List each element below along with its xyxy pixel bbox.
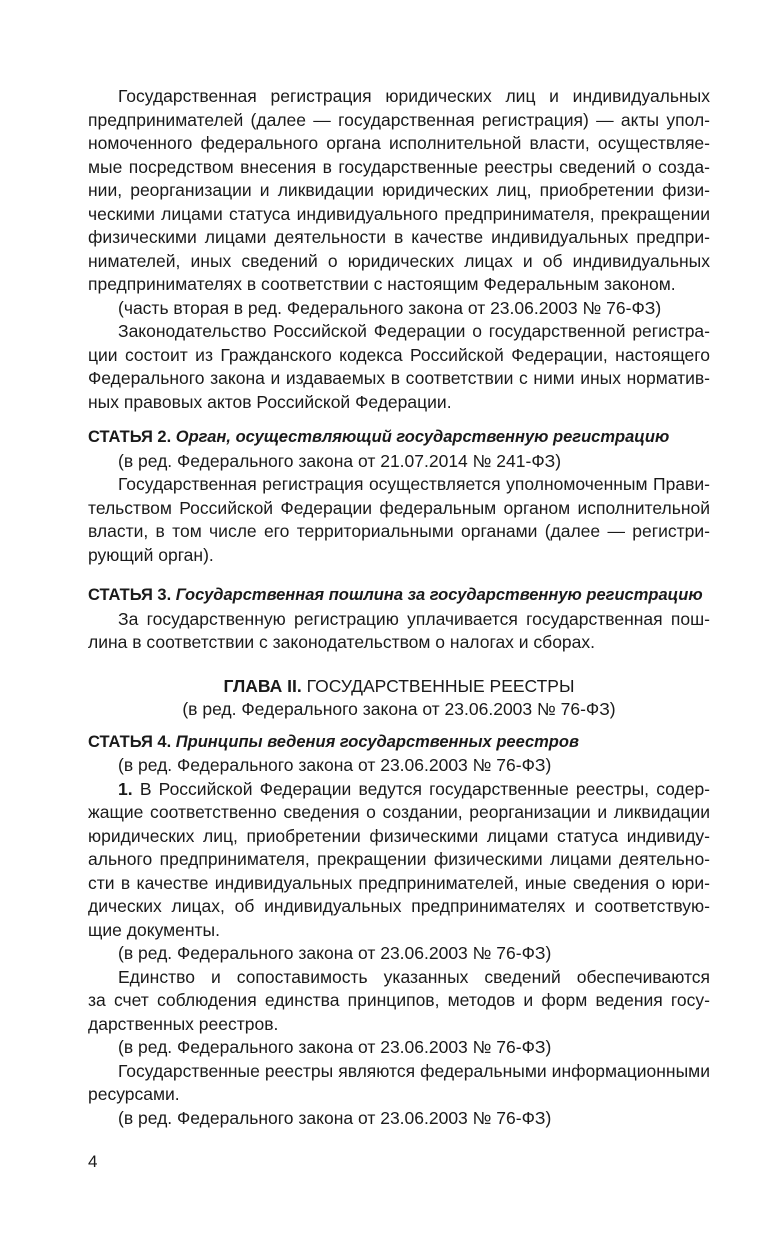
line-text: тельством Российской Федерации федеральным органом исполнительной — [88, 497, 710, 518]
text-line — [88, 132, 710, 156]
line-text: (в ред. Федерального закона от 23.06.2003 № 76-ФЗ) — [118, 755, 552, 775]
text-line — [88, 848, 710, 872]
line-text: Единство и сопоставимость указанных сведений обеспечиваются — [118, 966, 710, 987]
line-text: предпринимателях в соответствии с настоящим Федеральным законом. — [88, 274, 676, 294]
text-line — [88, 1083, 710, 1107]
text-line — [88, 825, 710, 849]
text-line — [88, 226, 710, 250]
line-text: мые посредством внесения в государственные реестры сведений о созда- — [88, 156, 710, 177]
article-heading — [88, 426, 710, 450]
chapter-heading — [88, 675, 710, 699]
line-text: ных правовых актов Российской Федерации. — [88, 391, 452, 412]
line-text: (в ред. Федерального закона от 21.07.2014 № 241-ФЗ) — [118, 450, 562, 471]
text-line — [88, 1060, 710, 1084]
line-text: жащие соответственно сведения о создании, реорганизации и ликвидации — [88, 802, 710, 822]
line-text: Федерального закона и издаваемых в соответствии с ними иных норматив- — [88, 368, 710, 388]
text-line — [88, 391, 710, 415]
text-line — [88, 1107, 710, 1131]
article-heading — [88, 584, 710, 608]
text-line — [88, 367, 710, 391]
line-text: нии, реорганизации и ликвидации юридических лиц, приобретении физи- — [88, 180, 710, 200]
line-text: предпринимателей (далее — государственная регистрация) — акты упол- — [88, 109, 710, 130]
text-line — [88, 801, 710, 825]
line-text: (в ред. Федерального закона от 23.06.2003 № 76-ФЗ) — [182, 699, 616, 719]
line-text: Государственная регистрация юридических лиц и индивидуальных — [118, 86, 710, 106]
line-text: Законодательство Российской Федерации о государственной регистра- — [118, 321, 710, 341]
line-text: дарственных реестров. — [88, 1013, 279, 1034]
text-line — [88, 872, 710, 896]
text-line — [88, 156, 710, 180]
text-line — [88, 698, 710, 722]
line-text: рующий орган). — [88, 544, 214, 565]
text-line — [88, 344, 710, 368]
item-number: 1. — [118, 778, 133, 799]
text-line — [88, 631, 710, 655]
line-text: ального предпринимателя, прекращении физическими лицами деятельно- — [88, 849, 710, 869]
article-number: СТАТЬЯ 2. — [88, 428, 172, 446]
article-heading — [88, 731, 710, 755]
line-text: физическими лицами деятельности в качестве индивидуальных предпри- — [88, 227, 710, 247]
line-text: (в ред. Федерального закона от 23.06.2003 № 76-ФЗ) — [118, 943, 552, 963]
text-line — [88, 919, 710, 943]
text-line — [88, 989, 710, 1013]
line-text: дических лицах, об индивидуальных предпринимателях и соответствую- — [88, 896, 710, 916]
line-text: В Российской Федерации ведутся государственные реестры, содер- — [139, 778, 710, 799]
chapter-number: ГЛАВА II. — [223, 675, 302, 696]
text-line — [88, 497, 710, 521]
text-line — [88, 608, 710, 632]
text-line — [88, 109, 710, 133]
text-line — [88, 1013, 710, 1037]
text-line — [88, 203, 710, 227]
text-line — [88, 297, 710, 321]
text-line — [88, 273, 710, 297]
line-text: щие документы. — [88, 919, 221, 940]
text-line — [88, 754, 710, 778]
text-line — [88, 966, 710, 990]
line-text: Государственные реестры являются федеральными информационными — [118, 1060, 710, 1081]
line-text: лина в соответствии с законодательством о налогах и сборах. — [88, 632, 596, 652]
page-number: 4 — [88, 1152, 98, 1171]
text-line — [88, 179, 710, 203]
text-line — [88, 942, 710, 966]
line-text: ческими лицами статуса индивидуального предпринимателя, прекращении — [88, 203, 710, 224]
line-text: ции состоит из Гражданского кодекса Российской Федерации, настоящего — [88, 344, 710, 365]
text-line — [88, 544, 710, 568]
line-text: юридических лиц, приобретении физическими лицами статуса индивиду- — [88, 825, 710, 846]
line-text: ресурсами. — [88, 1084, 180, 1104]
article-number: СТАТЬЯ 3. — [88, 586, 172, 604]
line-text: Государственная регистрация осуществляется уполномоченным Прави- — [118, 474, 710, 494]
line-text: за счет соблюдения единства принципов, методов и форм ведения госу- — [88, 990, 710, 1010]
line-text: За государственную регистрацию уплачивается государственная пош- — [118, 608, 710, 629]
text-line — [88, 520, 710, 544]
text-line — [88, 778, 710, 802]
text-line — [88, 895, 710, 919]
line-text: (в ред. Федерального закона от 23.06.2003 № 76-ФЗ) — [118, 1107, 552, 1128]
line-text: (часть вторая в ред. Федерального закона от 23.06.2003 № 76-ФЗ) — [118, 297, 662, 318]
text-line — [88, 85, 710, 109]
line-text: нимателей, иных сведений о юридических лицах и об индивидуальных — [88, 250, 710, 271]
article-number: СТАТЬЯ 4. — [88, 732, 172, 751]
article-title: Государственная пошлина за государственную регистрацию — [175, 586, 703, 604]
line-text: сти в качестве индивидуальных предпринимателей, иные сведения о юри- — [88, 872, 710, 893]
line-text: власти, в том числе его территориальными органами (далее — регистри- — [88, 521, 710, 541]
text-line — [88, 473, 710, 497]
text-line — [88, 1036, 710, 1060]
text-line — [88, 320, 710, 344]
article-title: Орган, осуществляющий государственную регистрацию — [175, 428, 670, 446]
line-text: номоченного федерального органа исполнительной власти, осуществляе- — [88, 133, 710, 153]
text-line — [88, 250, 710, 274]
document-page-body — [88, 85, 710, 1130]
article-title: Принципы ведения государственных реестров — [175, 732, 579, 751]
text-line — [88, 450, 710, 474]
line-text: (в ред. Федерального закона от 23.06.2003 № 76-ФЗ) — [118, 1037, 552, 1057]
chapter-title: ГОСУДАРСТВЕННЫЕ РЕЕСТРЫ — [306, 675, 575, 696]
